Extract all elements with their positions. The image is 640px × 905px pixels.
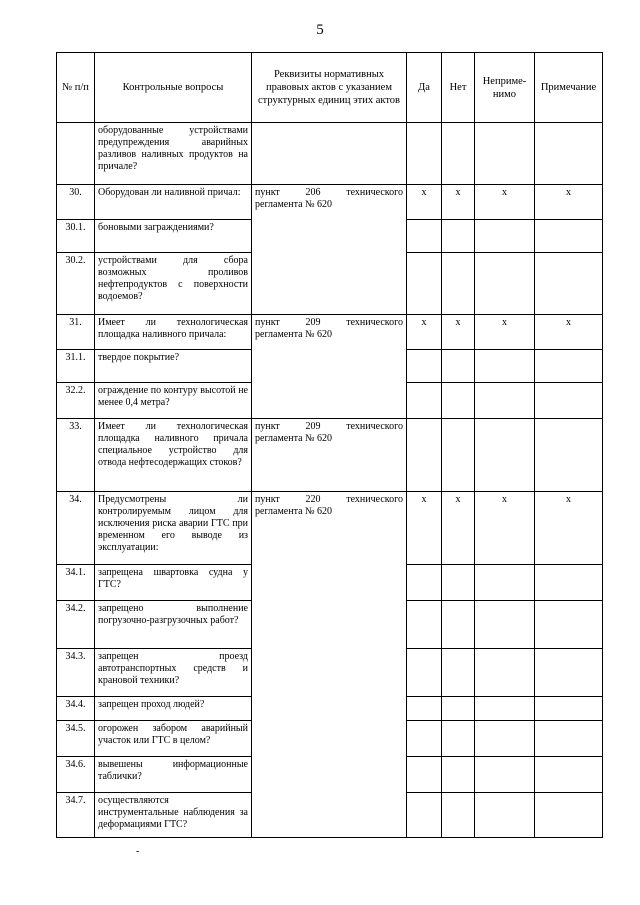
yes-cell: [407, 565, 442, 601]
yes-cell: [407, 383, 442, 419]
note-cell: [535, 793, 603, 838]
note-cell: [535, 253, 603, 315]
no-cell: [442, 793, 475, 838]
row-number: 30.2.: [57, 253, 95, 315]
note-cell: [535, 383, 603, 419]
yes-cell: [407, 721, 442, 757]
table-row: [57, 419, 603, 492]
row-number: 34.4.: [57, 697, 95, 721]
note-cell: x: [535, 492, 603, 565]
na-cell: x: [475, 315, 535, 350]
note-cell: [535, 601, 603, 649]
question-text: запрещен проезд автотранспортных средств и крановой техники?: [95, 649, 252, 697]
yes-cell: [407, 419, 442, 492]
na-cell: [475, 253, 535, 315]
page-number: 5: [316, 22, 324, 38]
header-num: № п/п: [57, 53, 95, 123]
no-cell: [442, 565, 475, 601]
footer-dash-mark: -: [136, 846, 140, 857]
table-row: [57, 185, 603, 220]
na-cell: [475, 123, 535, 185]
header-na: Неприме-нимо: [475, 53, 535, 123]
note-cell: x: [535, 315, 603, 350]
no-cell: [442, 757, 475, 793]
act-reference: [252, 123, 407, 185]
yes-cell: x: [407, 185, 442, 220]
no-cell: [442, 721, 475, 757]
na-cell: x: [475, 185, 535, 220]
row-number: 34.6.: [57, 757, 95, 793]
control-questions-table: [56, 52, 603, 838]
na-cell: [475, 793, 535, 838]
yes-cell: [407, 793, 442, 838]
act-reference: пункт 206 технического регламента № 620: [252, 185, 407, 315]
no-cell: [442, 383, 475, 419]
na-cell: [475, 350, 535, 383]
na-cell: [475, 601, 535, 649]
na-cell: [475, 757, 535, 793]
note-cell: [535, 757, 603, 793]
header-no: Нет: [442, 53, 475, 123]
na-cell: [475, 220, 535, 253]
note-cell: [535, 419, 603, 492]
row-number: 31.: [57, 315, 95, 350]
act-reference: пункт 220 технического регламента № 620: [252, 492, 407, 838]
no-cell: [442, 123, 475, 185]
question-text: Оборудован ли наливной причал:: [95, 185, 252, 220]
question-text: ограждение по контуру высотой не менее 0,4 метра?: [95, 383, 252, 419]
row-number: 34.3.: [57, 649, 95, 697]
no-cell: [442, 649, 475, 697]
header-question: Контрольные вопросы: [95, 53, 252, 123]
yes-cell: x: [407, 492, 442, 565]
row-number: 34.7.: [57, 793, 95, 838]
act-reference: пункт 209 технического регламента № 620: [252, 419, 407, 492]
na-cell: [475, 419, 535, 492]
yes-cell: [407, 350, 442, 383]
yes-cell: x: [407, 315, 442, 350]
no-cell: [442, 253, 475, 315]
row-number: 34.1.: [57, 565, 95, 601]
act-reference: пункт 209 технического регламента № 620: [252, 315, 407, 419]
note-cell: [535, 220, 603, 253]
table-row: [57, 315, 603, 350]
note-cell: [535, 350, 603, 383]
row-number: [57, 123, 95, 185]
no-cell: [442, 419, 475, 492]
question-text: устройствами для сбора возможных проливов нефтепродуктов с поверхности водоемов?: [95, 253, 252, 315]
table-row: [57, 492, 603, 565]
note-cell: [535, 697, 603, 721]
question-text: запрещено выполнение погрузочно-разгрузочных работ?: [95, 601, 252, 649]
question-text: огорожен забором аварийный участок или ГТС в целом?: [95, 721, 252, 757]
yes-cell: [407, 220, 442, 253]
question-text: вывешены информационные таблички?: [95, 757, 252, 793]
table-header-row: [57, 53, 603, 123]
row-number: 31.1.: [57, 350, 95, 383]
question-text: оборудованные устройствами предупреждения аварийных разливов наливных продуктов на причале?: [95, 123, 252, 185]
yes-cell: [407, 601, 442, 649]
question-text: осуществляются инструментальные наблюдения за деформациями ГТС?: [95, 793, 252, 838]
yes-cell: [407, 757, 442, 793]
no-cell: [442, 350, 475, 383]
note-cell: [535, 565, 603, 601]
no-cell: x: [442, 315, 475, 350]
question-text: запрещен проход людей?: [95, 697, 252, 721]
yes-cell: [407, 253, 442, 315]
no-cell: [442, 697, 475, 721]
table-row: [57, 123, 603, 185]
na-cell: [475, 565, 535, 601]
yes-cell: [407, 649, 442, 697]
no-cell: x: [442, 185, 475, 220]
row-number: 32.2.: [57, 383, 95, 419]
note-cell: [535, 721, 603, 757]
yes-cell: [407, 123, 442, 185]
row-number: 34.: [57, 492, 95, 565]
no-cell: [442, 220, 475, 253]
question-text: Имеет ли технологическая площадка наливного причала специальное устройство для отвода нефтесодержащих стоков?: [95, 419, 252, 492]
header-yes: Да: [407, 53, 442, 123]
na-cell: [475, 649, 535, 697]
row-number: 30.1.: [57, 220, 95, 253]
na-cell: [475, 697, 535, 721]
note-cell: [535, 649, 603, 697]
no-cell: x: [442, 492, 475, 565]
row-number: 33.: [57, 419, 95, 492]
question-text: боновыми заграждениями?: [95, 220, 252, 253]
na-cell: [475, 383, 535, 419]
note-cell: [535, 123, 603, 185]
no-cell: [442, 601, 475, 649]
question-text: Предусмотрены ли контролируемым лицом для исключения риска аварии ГТС при временном его выводе из эксплуатации:: [95, 492, 252, 565]
na-cell: x: [475, 492, 535, 565]
note-cell: x: [535, 185, 603, 220]
header-act: Реквизиты нормативных правовых актов с указанием структурных единиц этих актов: [252, 53, 407, 123]
question-text: запрещена швартовка судна у ГТС?: [95, 565, 252, 601]
row-number: 30.: [57, 185, 95, 220]
row-number: 34.5.: [57, 721, 95, 757]
header-note: Примечание: [535, 53, 603, 123]
na-cell: [475, 721, 535, 757]
question-text: твердое покрытие?: [95, 350, 252, 383]
question-text: Имеет ли технологическая площадка наливного причала:: [95, 315, 252, 350]
yes-cell: [407, 697, 442, 721]
row-number: 34.2.: [57, 601, 95, 649]
